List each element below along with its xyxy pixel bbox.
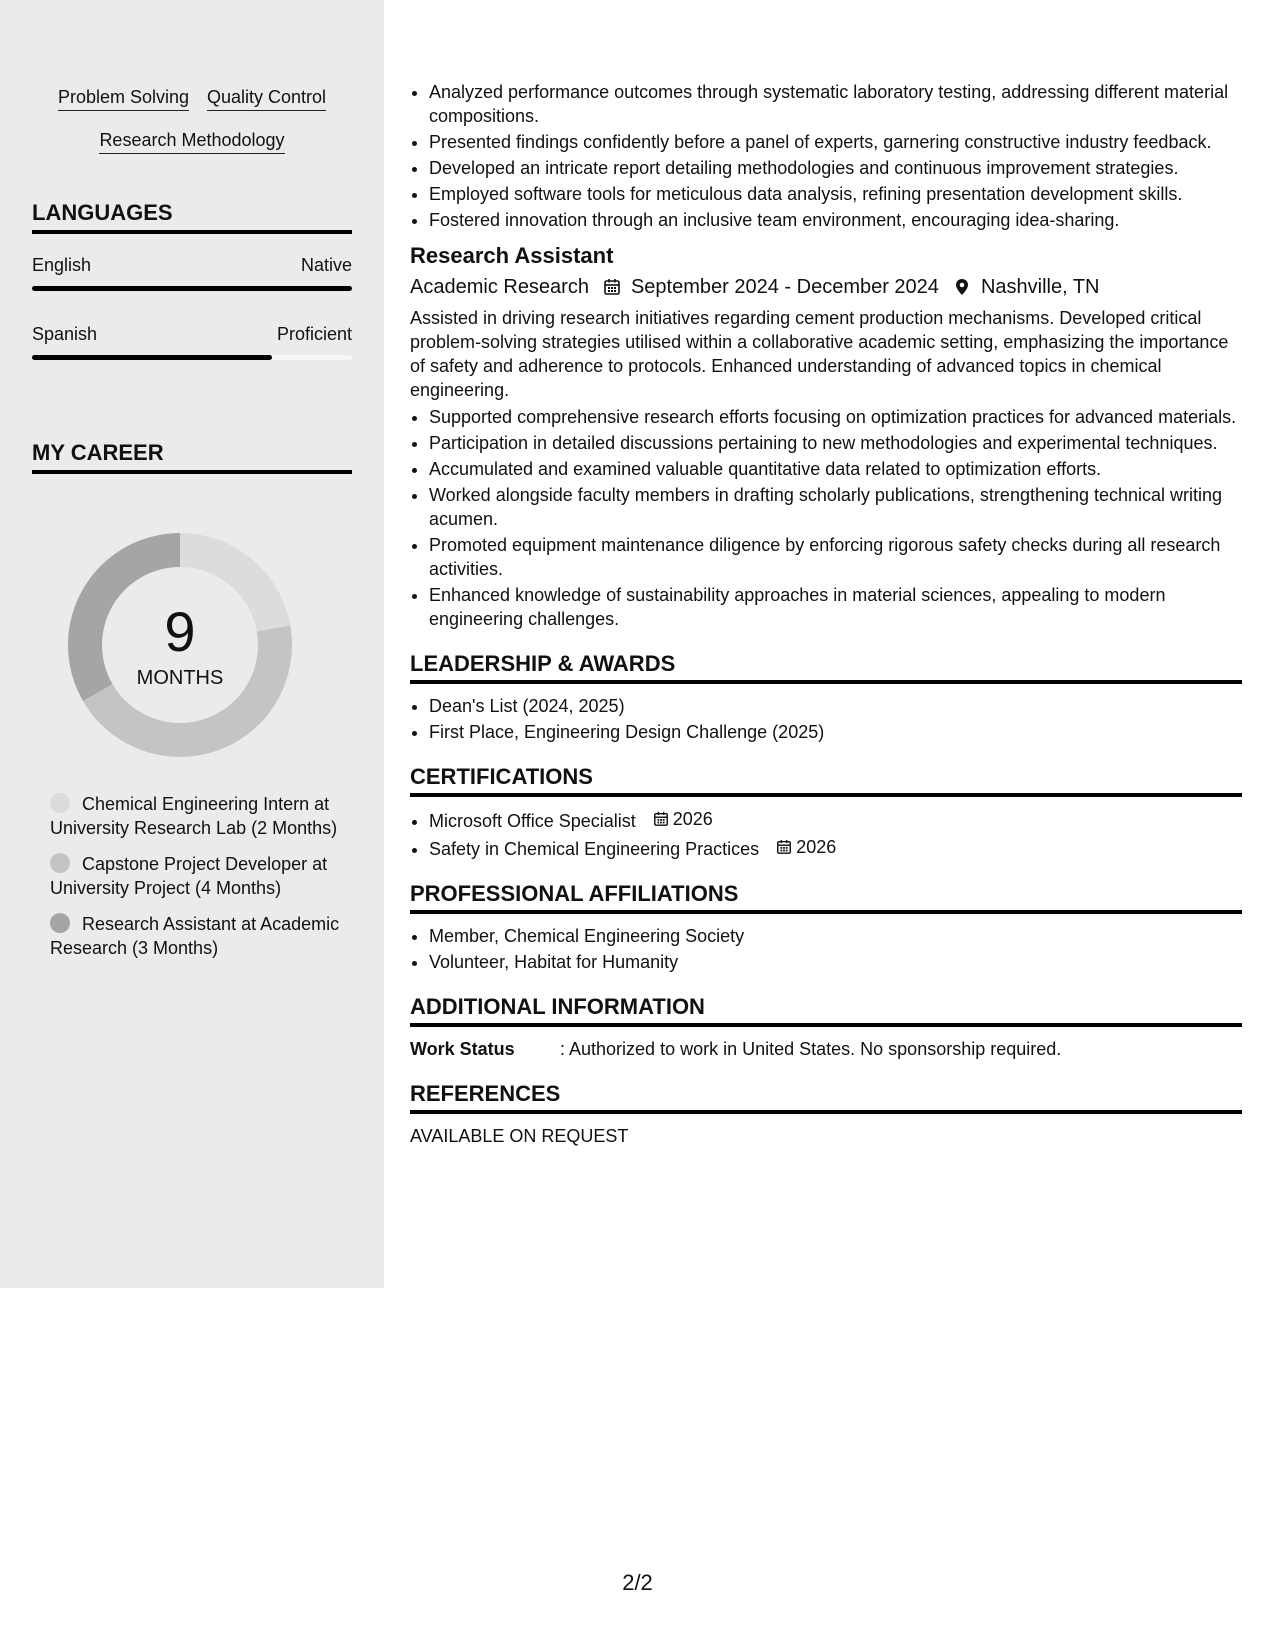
work-status-value: : Authorized to work in United States. No sponsorship required. [560, 1039, 1062, 1059]
bullet-item: • Enhanced knowledge of sustainability approaches in material sciences, appealing to modern engineering challenges. [429, 583, 1242, 631]
language-item [32, 323, 352, 360]
leadership-heading: LEADERSHIP & AWARDS [410, 651, 1242, 684]
certification-name: Microsoft Office Specialist [429, 811, 636, 831]
language-bar-fill [32, 286, 352, 291]
job-bullets [410, 405, 1242, 631]
certification-year: 2026 [672, 809, 713, 829]
bullet-item: • Worked alongside faculty members in drafting scholarly publications, strengthening technical writing acumen. [429, 483, 1242, 531]
work-status-label: Work Status [410, 1039, 515, 1059]
skill-tag: Quality Control [207, 86, 326, 111]
language-bar-fill [32, 355, 272, 360]
bullet-item: • Dean's List (2024, 2025) [429, 694, 1242, 718]
language-item [32, 254, 352, 291]
career-legend-item [50, 912, 340, 960]
certifications-heading: CERTIFICATIONS [410, 764, 1242, 797]
certification-item [429, 807, 1242, 833]
skill-tag: Problem Solving [58, 86, 189, 111]
main-content [410, 0, 1242, 1148]
certification-year: 2026 [796, 837, 837, 857]
legend-dot [50, 853, 70, 873]
job-dates: September 2024 - December 2024 [630, 276, 939, 298]
language-name: Spanish [32, 324, 98, 344]
job-company: Academic Research [410, 276, 589, 298]
page-number: 2/2 [622, 1570, 653, 1595]
bullet-item: • Developed an intricate report detailing methodologies and continuous improvement strategies. [429, 156, 1242, 180]
legend-dot [50, 793, 70, 813]
language-bar [32, 355, 352, 360]
skill-tag: Research Methodology [99, 129, 284, 154]
career-total-unit: MONTHS [136, 667, 224, 689]
certifications-list [410, 807, 1242, 861]
bullet-item: • Presented findings confidently before a panel of experts, garnering constructive industry feedback. [429, 130, 1242, 154]
references-heading: REFERENCES [410, 1081, 1242, 1114]
work-status-row [410, 1037, 1242, 1061]
career-legend-item [50, 852, 340, 900]
job-location: Nashville, TN [980, 276, 1100, 298]
map-pin-icon [953, 278, 971, 296]
job-title: Research Assistant [410, 243, 614, 268]
additional-info-heading: ADDITIONAL INFORMATION [410, 994, 1242, 1027]
previous-job-bullets [410, 80, 1242, 232]
bullet-item: • Employed software tools for meticulous data analysis, refining presentation development skills. [429, 182, 1242, 206]
bullet-item: • Supported comprehensive research efforts focusing on optimization practices for advanced materials. [429, 405, 1242, 429]
calendar-icon [776, 839, 792, 855]
calendar-icon [603, 278, 621, 296]
legend-label: Capstone Project Developer at University Project (4 Months) [50, 854, 328, 898]
career-total [67, 532, 293, 758]
bullet-item: • Volunteer, Habitat for Humanity [429, 950, 1242, 974]
career-legend [50, 792, 340, 972]
language-bar [32, 286, 352, 291]
bullet-item: • Promoted equipment maintenance diligence by enforcing rigorous safety checks during all research activities. [429, 533, 1242, 581]
job-meta [410, 274, 1242, 300]
language-level: Proficient [276, 324, 352, 344]
bullet-item: • First Place, Engineering Design Challenge (2025) [429, 720, 1242, 744]
career-heading: MY CAREER [32, 440, 352, 474]
affiliations-heading: PROFESSIONAL AFFILIATIONS [410, 881, 1242, 914]
sidebar [0, 0, 384, 1288]
calendar-icon [653, 811, 669, 827]
bullet-item: • Participation in detailed discussions pertaining to new methodologies and experimental techniques. [429, 431, 1242, 455]
certification-item [429, 835, 1242, 861]
bullet-item: • Member, Chemical Engineering Society [429, 924, 1242, 948]
affiliations-list [410, 924, 1242, 974]
career-legend-item [50, 792, 340, 840]
bullet-item: • Fostered innovation through an inclusive team environment, encouraging idea-sharing. [429, 208, 1242, 232]
legend-dot [50, 913, 70, 933]
career-total-number: 9 [164, 600, 196, 663]
job-description: Assisted in driving research initiatives regarding cement production mechanisms. Developed critical problem-solving strategies utilised within a collaborative academic setting, emphasizing the importance of safety and adherence to protocols. Enhanced understanding of advanced topics in chemical engineering. [410, 308, 1229, 400]
leadership-list [410, 694, 1242, 744]
language-level: Native [300, 255, 352, 275]
skills-list [32, 86, 352, 172]
bullet-item: • Accumulated and examined valuable quantitative data related to optimization efforts. [429, 457, 1242, 481]
bullet-item: • Analyzed performance outcomes through systematic laboratory testing, addressing different material compositions. [429, 80, 1242, 128]
certification-name: Safety in Chemical Engineering Practices [429, 839, 760, 859]
languages-heading: LANGUAGES [32, 200, 352, 234]
references-text: AVAILABLE ON REQUEST [410, 1126, 629, 1146]
legend-label: Chemical Engineering Intern at University Research Lab (2 Months) [50, 794, 338, 838]
language-name: English [32, 255, 92, 275]
legend-label: Research Assistant at Academic Research (3 Months) [50, 914, 340, 958]
